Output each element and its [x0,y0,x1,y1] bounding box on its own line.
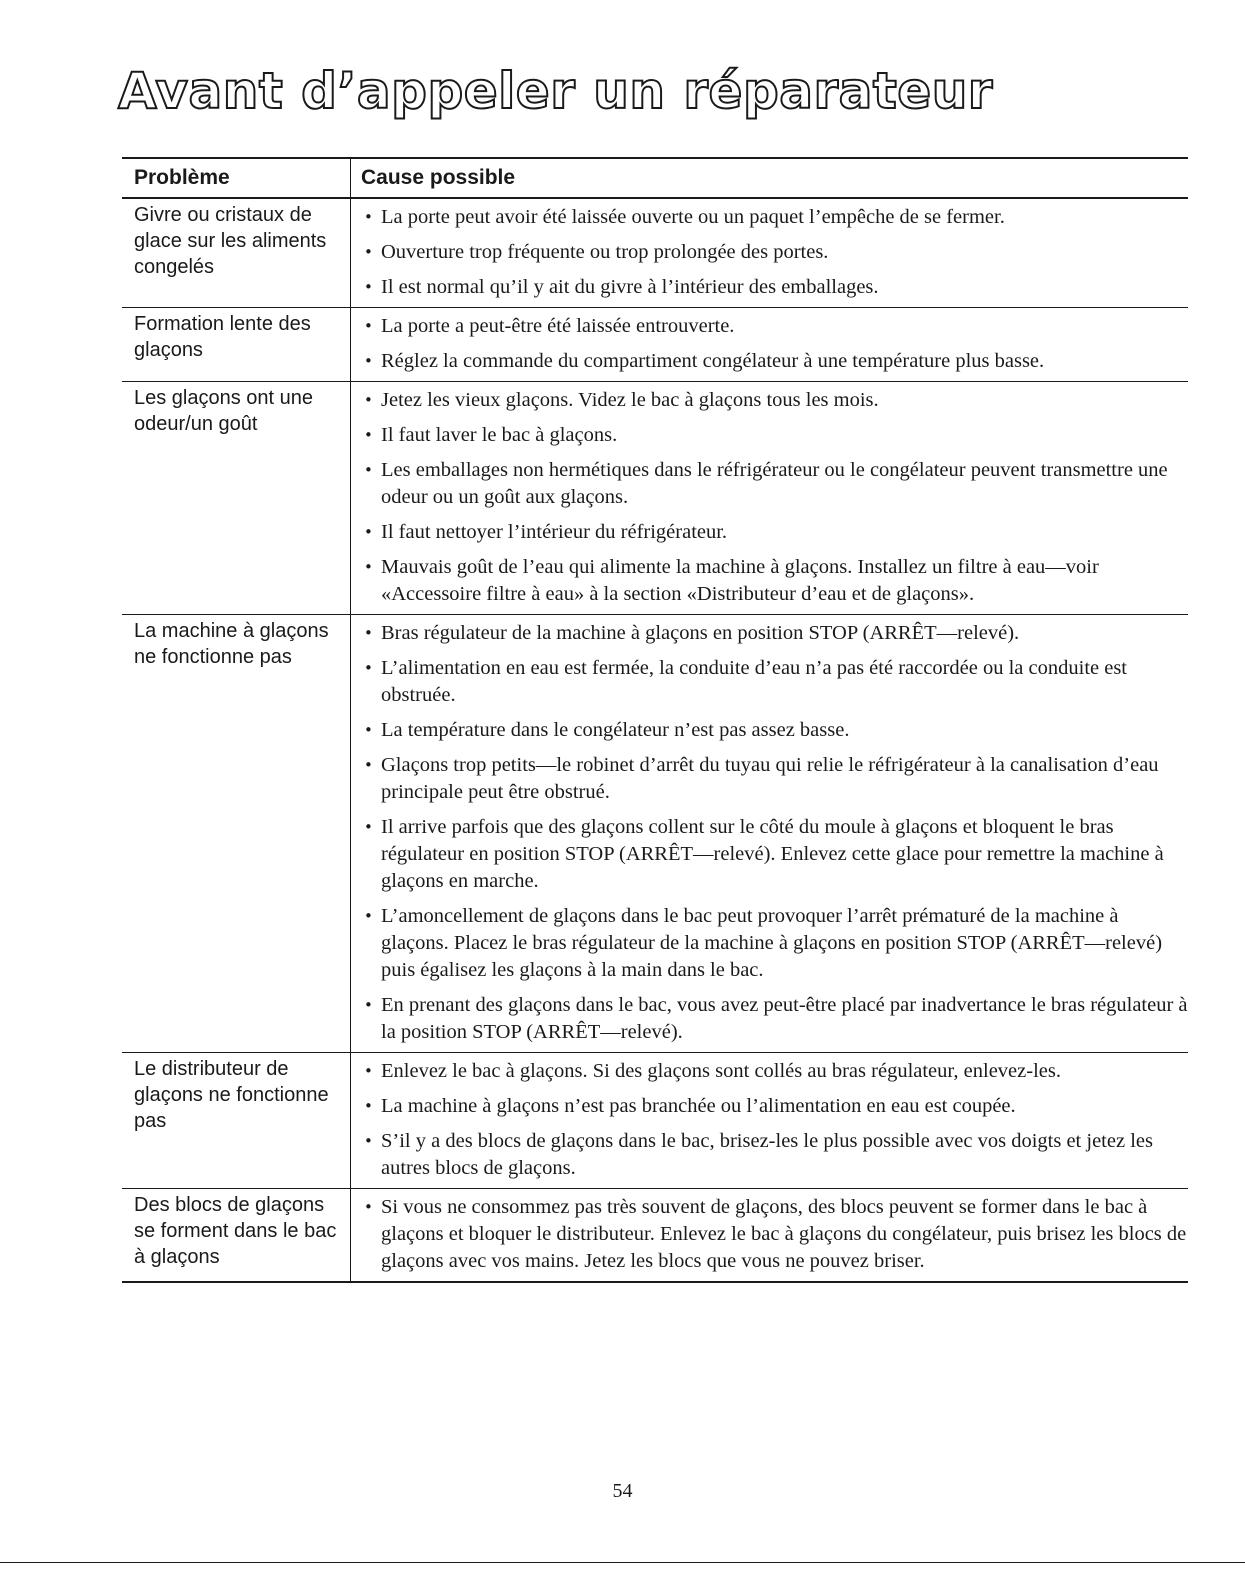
cause-cell [351,615,1188,1052]
cause-item [361,348,1188,375]
bottom-rule [0,1562,1245,1563]
cause-text: Il arrive parfois que des glaçons collent sur le côté du moule à glaçons et bloquent le bras régulateur en position STOP (ARRÊT—relevé). Enlevez cette glace pour remettre la machine à glaçons en marche. [381,816,1164,892]
table-row [122,308,1188,382]
table-header-row [122,159,1188,199]
cause-item [361,519,1188,546]
troubleshooting-table [122,157,1188,1283]
cause-item [361,992,1188,1046]
bullet-icon: • [364,818,373,836]
bullet-icon: • [364,461,373,479]
cause-text: Réglez la commande du compartiment congélateur à une température plus basse. [381,350,1045,372]
page-title: Avant d’appeler un réparateur [118,62,993,120]
cause-text: L’amoncellement de glaçons dans le bac peut provoquer l’arrêt prématuré de la machine à glaçons. Placez le bras régulateur de la machine à glaçons en position STOP (ARRÊT—relevé) puis égalisez les glaçons à la main dans le bac. [381,905,1163,981]
cause-item [361,1093,1188,1120]
bullet-icon: • [364,523,373,541]
cause-text: Il faut laver le bac à glaçons. [381,424,618,446]
cause-item [361,422,1188,449]
cause-item [361,620,1188,647]
cause-item [361,204,1188,231]
cause-item [361,274,1188,301]
cause-text: Ouverture trop fréquente ou trop prolongée des portes. [381,241,829,263]
cause-item [361,1194,1188,1275]
cause-text: Si vous ne consommez pas très souvent de glaçons, des blocs peuvent se former dans le bac à glaçons et bloquer le distributeur. Enlevez le bac à glaçons du congélateur, puis brisez les blocs de glaçons avec vos mains. Jetez les blocs que vous ne pouvez briser. [381,1196,1187,1272]
cause-cell [351,1053,1188,1188]
cause-text: Il faut nettoyer l’intérieur du réfrigérateur. [381,521,728,543]
bullet-icon: • [364,208,373,226]
cause-text: La machine à glaçons n’est pas branchée ou l’alimentation en eau est coupée. [381,1095,1016,1117]
bullet-icon: • [364,756,373,774]
cause-text: Glaçons trop petits—le robinet d’arrêt du tuyau qui relie le réfrigérateur à la canalisation d’eau principale peut être obstrué. [381,754,1159,803]
table-row [122,615,1188,1053]
header-problem: Problème [122,159,351,197]
table-body [122,199,1188,1281]
cause-item [361,387,1188,414]
bullet-icon: • [364,721,373,739]
cause-cell [351,1189,1188,1281]
table-row [122,1189,1188,1281]
table-row [122,382,1188,615]
problem-cell: Des blocs de glaçons se forment dans le bac à glaçons [122,1189,351,1281]
cause-item [361,1058,1188,1085]
cause-text: Jetez les vieux glaçons. Videz le bac à glaçons tous les mois. [381,389,879,411]
cause-list [361,204,1188,301]
bullet-icon: • [364,624,373,642]
cause-cell [351,382,1188,614]
cause-cell [351,199,1188,307]
cause-text: Les emballages non hermétiques dans le réfrigérateur ou le congélateur peuvent transmettre une odeur ou un goût aux glaçons. [381,459,1168,508]
cause-text: La température dans le congélateur n’est pas assez basse. [381,719,850,741]
header-cause: Cause possible [361,166,516,189]
bullet-icon: • [364,426,373,444]
table-row [122,1053,1188,1189]
cause-text: S’il y a des blocs de glaçons dans le bac, brisez-les le plus possible avec vos doigts et jetez les autres blocs de glaçons. [381,1130,1153,1179]
page-number: 54 [612,1480,633,1502]
bullet-icon: • [364,243,373,261]
problem-cell: Le distributeur de glaçons ne fonctionne pas [122,1053,351,1188]
cause-list [361,1058,1188,1182]
cause-item [361,814,1188,895]
bullet-icon: • [364,352,373,370]
bullet-icon: • [364,391,373,409]
cause-item [361,903,1188,984]
cause-item [361,554,1188,608]
cause-item [361,313,1188,340]
cause-item [361,457,1188,511]
table-row [122,199,1188,308]
cause-item [361,1128,1188,1182]
bullet-icon: • [364,907,373,925]
problem-cell: Givre ou cristaux de glace sur les aliments congelés [122,199,351,307]
bullet-icon: • [364,1198,373,1216]
problem-cell: La machine à glaçons ne fonctionne pas [122,615,351,1052]
bullet-icon: • [364,1132,373,1150]
cause-cell [351,308,1188,381]
cause-text: La porte peut avoir été laissée ouverte ou un paquet l’empêche de se fermer. [381,206,1005,228]
bullet-icon: • [364,278,373,296]
bullet-icon: • [364,996,373,1014]
cause-text: Il est normal qu’il y ait du givre à l’intérieur des emballages. [381,276,879,298]
problem-cell: Les glaçons ont une odeur/un goût [122,382,351,614]
bullet-icon: • [364,1097,373,1115]
cause-item [361,752,1188,806]
cause-text: La porte a peut-être été laissée entrouverte. [381,315,735,337]
bullet-icon: • [364,558,373,576]
cause-list [361,1194,1188,1275]
bullet-icon: • [364,1062,373,1080]
bullet-icon: • [364,659,373,677]
bullet-icon: • [364,317,373,335]
cause-text: Mauvais goût de l’eau qui alimente la machine à glaçons. Installez un filtre à eau—voir «Accessoire filtre à eau» à la section «Distributeur d’eau et de glaçons». [381,556,1099,605]
cause-list [361,620,1188,1046]
cause-text: L’alimentation en eau est fermée, la conduite d’eau n’a pas été raccordée ou la conduite est obstruée. [381,657,1128,706]
cause-text: Bras régulateur de la machine à glaçons en position STOP (ARRÊT—relevé). [381,622,1020,644]
cause-text: Enlevez le bac à glaçons. Si des glaçons sont collés au bras régulateur, enlevez-les. [381,1060,1061,1082]
problem-cell: Formation lente des glaçons [122,308,351,381]
cause-list [361,313,1188,375]
cause-item [361,717,1188,744]
cause-text: En prenant des glaçons dans le bac, vous avez peut-être placé par inadvertance le bras régulateur à la position STOP (ARRÊT—relevé). [381,994,1188,1043]
cause-item [361,655,1188,709]
cause-item [361,239,1188,266]
cause-list [361,387,1188,608]
